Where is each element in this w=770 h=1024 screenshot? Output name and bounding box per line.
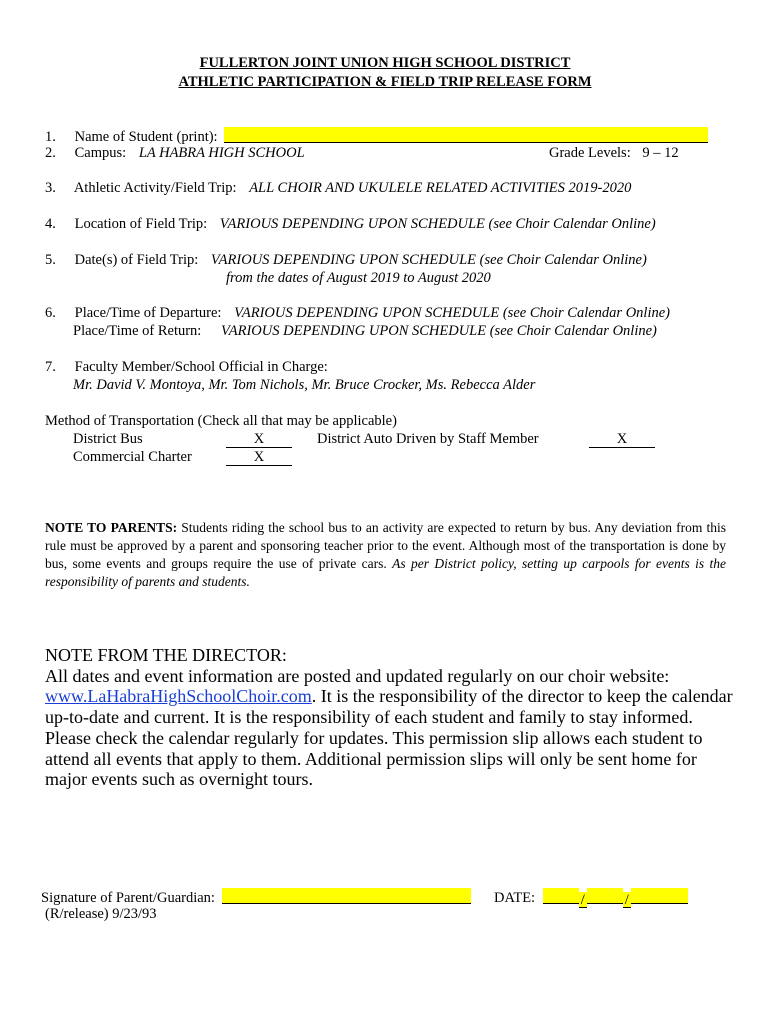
activity-label: Athletic Activity/Field Trip: xyxy=(73,180,237,196)
return-label: Place/Time of Return: xyxy=(73,323,202,339)
item-number: 3. xyxy=(45,180,56,196)
transport-heading: Method of Transportation (Check all that may be applicable) xyxy=(45,413,397,429)
release-code: (R/release) 9/23/93 xyxy=(45,906,157,922)
date-row xyxy=(494,888,688,908)
charter-check[interactable]: X xyxy=(226,450,292,466)
item-number: 1. xyxy=(45,129,56,145)
item-return xyxy=(73,323,657,340)
signature-label: Signature of Parent/Guardian: xyxy=(41,890,215,906)
item-number: 6. xyxy=(45,305,56,321)
form-title: ATHLETIC PARTICIPATION & FIELD TRIP RELEASE FORM xyxy=(178,74,592,90)
staff-auto-label: District Auto Driven by Staff Member xyxy=(317,431,539,447)
faculty-value: Mr. David V. Montoya, Mr. Tom Nichols, Mr. Bruce Crocker, Ms. Rebecca Alder xyxy=(73,377,536,393)
staff-auto-check[interactable]: X xyxy=(589,432,655,448)
item-activity xyxy=(45,180,631,197)
note-to-parents-body: Students riding the school bus to an activity are expected to return by bus. Any deviation from this rule must be approved by a parent and sponsoring teacher prior to the event. Although most of the transportation is done by bus, some events and groups require the use of private cars. xyxy=(45,520,727,571)
student-name-label: Name of Student (print): xyxy=(74,129,218,145)
date-label: DATE: xyxy=(494,890,536,906)
item-campus xyxy=(45,145,305,162)
grade-value: 9 – 12 xyxy=(642,145,679,161)
dates-label: Date(s) of Field Trip: xyxy=(74,252,199,268)
item-number: 5. xyxy=(45,252,56,268)
choir-website-link[interactable]: www.LaHabraHighSchoolChoir.com xyxy=(45,686,312,707)
item-location xyxy=(45,216,656,233)
grade-label: Grade Levels: xyxy=(549,145,631,161)
item-number: 7. xyxy=(45,359,56,375)
grade-levels xyxy=(549,145,679,162)
location-value: VARIOUS DEPENDING UPON SCHEDULE (see Choir Calendar Online) xyxy=(219,216,656,232)
date-separator: / xyxy=(624,892,629,908)
campus-label: Campus: xyxy=(74,145,127,161)
faculty-label: Faculty Member/School Official in Charge: xyxy=(74,359,328,375)
note-to-parents xyxy=(45,519,726,591)
district-bus-check[interactable]: X xyxy=(226,432,292,448)
director-note-heading: NOTE FROM THE DIRECTOR: xyxy=(45,645,287,665)
director-note-body xyxy=(45,686,735,790)
note-to-parents-label: NOTE TO PARENTS: xyxy=(45,520,178,535)
director-note-text: . It is the responsibility of the director to keep the calendar up-to-date and current. It is the responsibility of each student and family to stay informed. Please check the calendar regularly for updates. This permission slip allows each student to attend all events that apply to them. Additional permission slips will only be sent home for major events such as overnight tours. xyxy=(45,686,733,790)
item-student xyxy=(45,127,708,146)
departure-value: VARIOUS DEPENDING UPON SCHEDULE (see Choir Calendar Online) xyxy=(234,305,670,321)
date-separator: / xyxy=(580,892,585,908)
director-note xyxy=(45,645,735,790)
date-day-field[interactable] xyxy=(587,888,623,904)
dates-value: VARIOUS DEPENDING UPON SCHEDULE (see Choir Calendar Online) xyxy=(210,252,647,268)
item-number: 2. xyxy=(45,145,56,161)
charter-label: Commercial Charter xyxy=(73,449,192,465)
departure-label: Place/Time of Departure: xyxy=(74,305,222,321)
district-bus-label: District Bus xyxy=(73,431,143,447)
director-note-line1: All dates and event information are posted and updated regularly on our choir website: xyxy=(45,665,670,686)
return-value: VARIOUS DEPENDING UPON SCHEDULE (see Choir Calendar Online) xyxy=(220,323,657,339)
student-name-field[interactable] xyxy=(224,127,708,143)
item-faculty xyxy=(45,359,328,376)
activity-value: ALL CHOIR AND UKULELE RELATED ACTIVITIES 2019-2020 xyxy=(249,180,632,196)
item-number: 4. xyxy=(45,216,56,232)
campus-value: LA HABRA HIGH SCHOOL xyxy=(138,145,305,161)
date-month-field[interactable] xyxy=(543,888,579,904)
date-year-field[interactable] xyxy=(631,888,688,904)
signature-field[interactable] xyxy=(222,888,471,904)
location-label: Location of Field Trip: xyxy=(74,216,208,232)
signature-row xyxy=(41,888,471,907)
item-departure xyxy=(45,305,670,322)
item-dates xyxy=(45,252,647,269)
dates-value-range: from the dates of August 2019 to August 2020 xyxy=(226,270,491,286)
note-to-parents-policy: As per District policy, setting up carpools for events is the responsibility of parents and students. xyxy=(45,556,727,589)
form-district-title: FULLERTON JOINT UNION HIGH SCHOOL DISTRICT xyxy=(199,55,571,71)
